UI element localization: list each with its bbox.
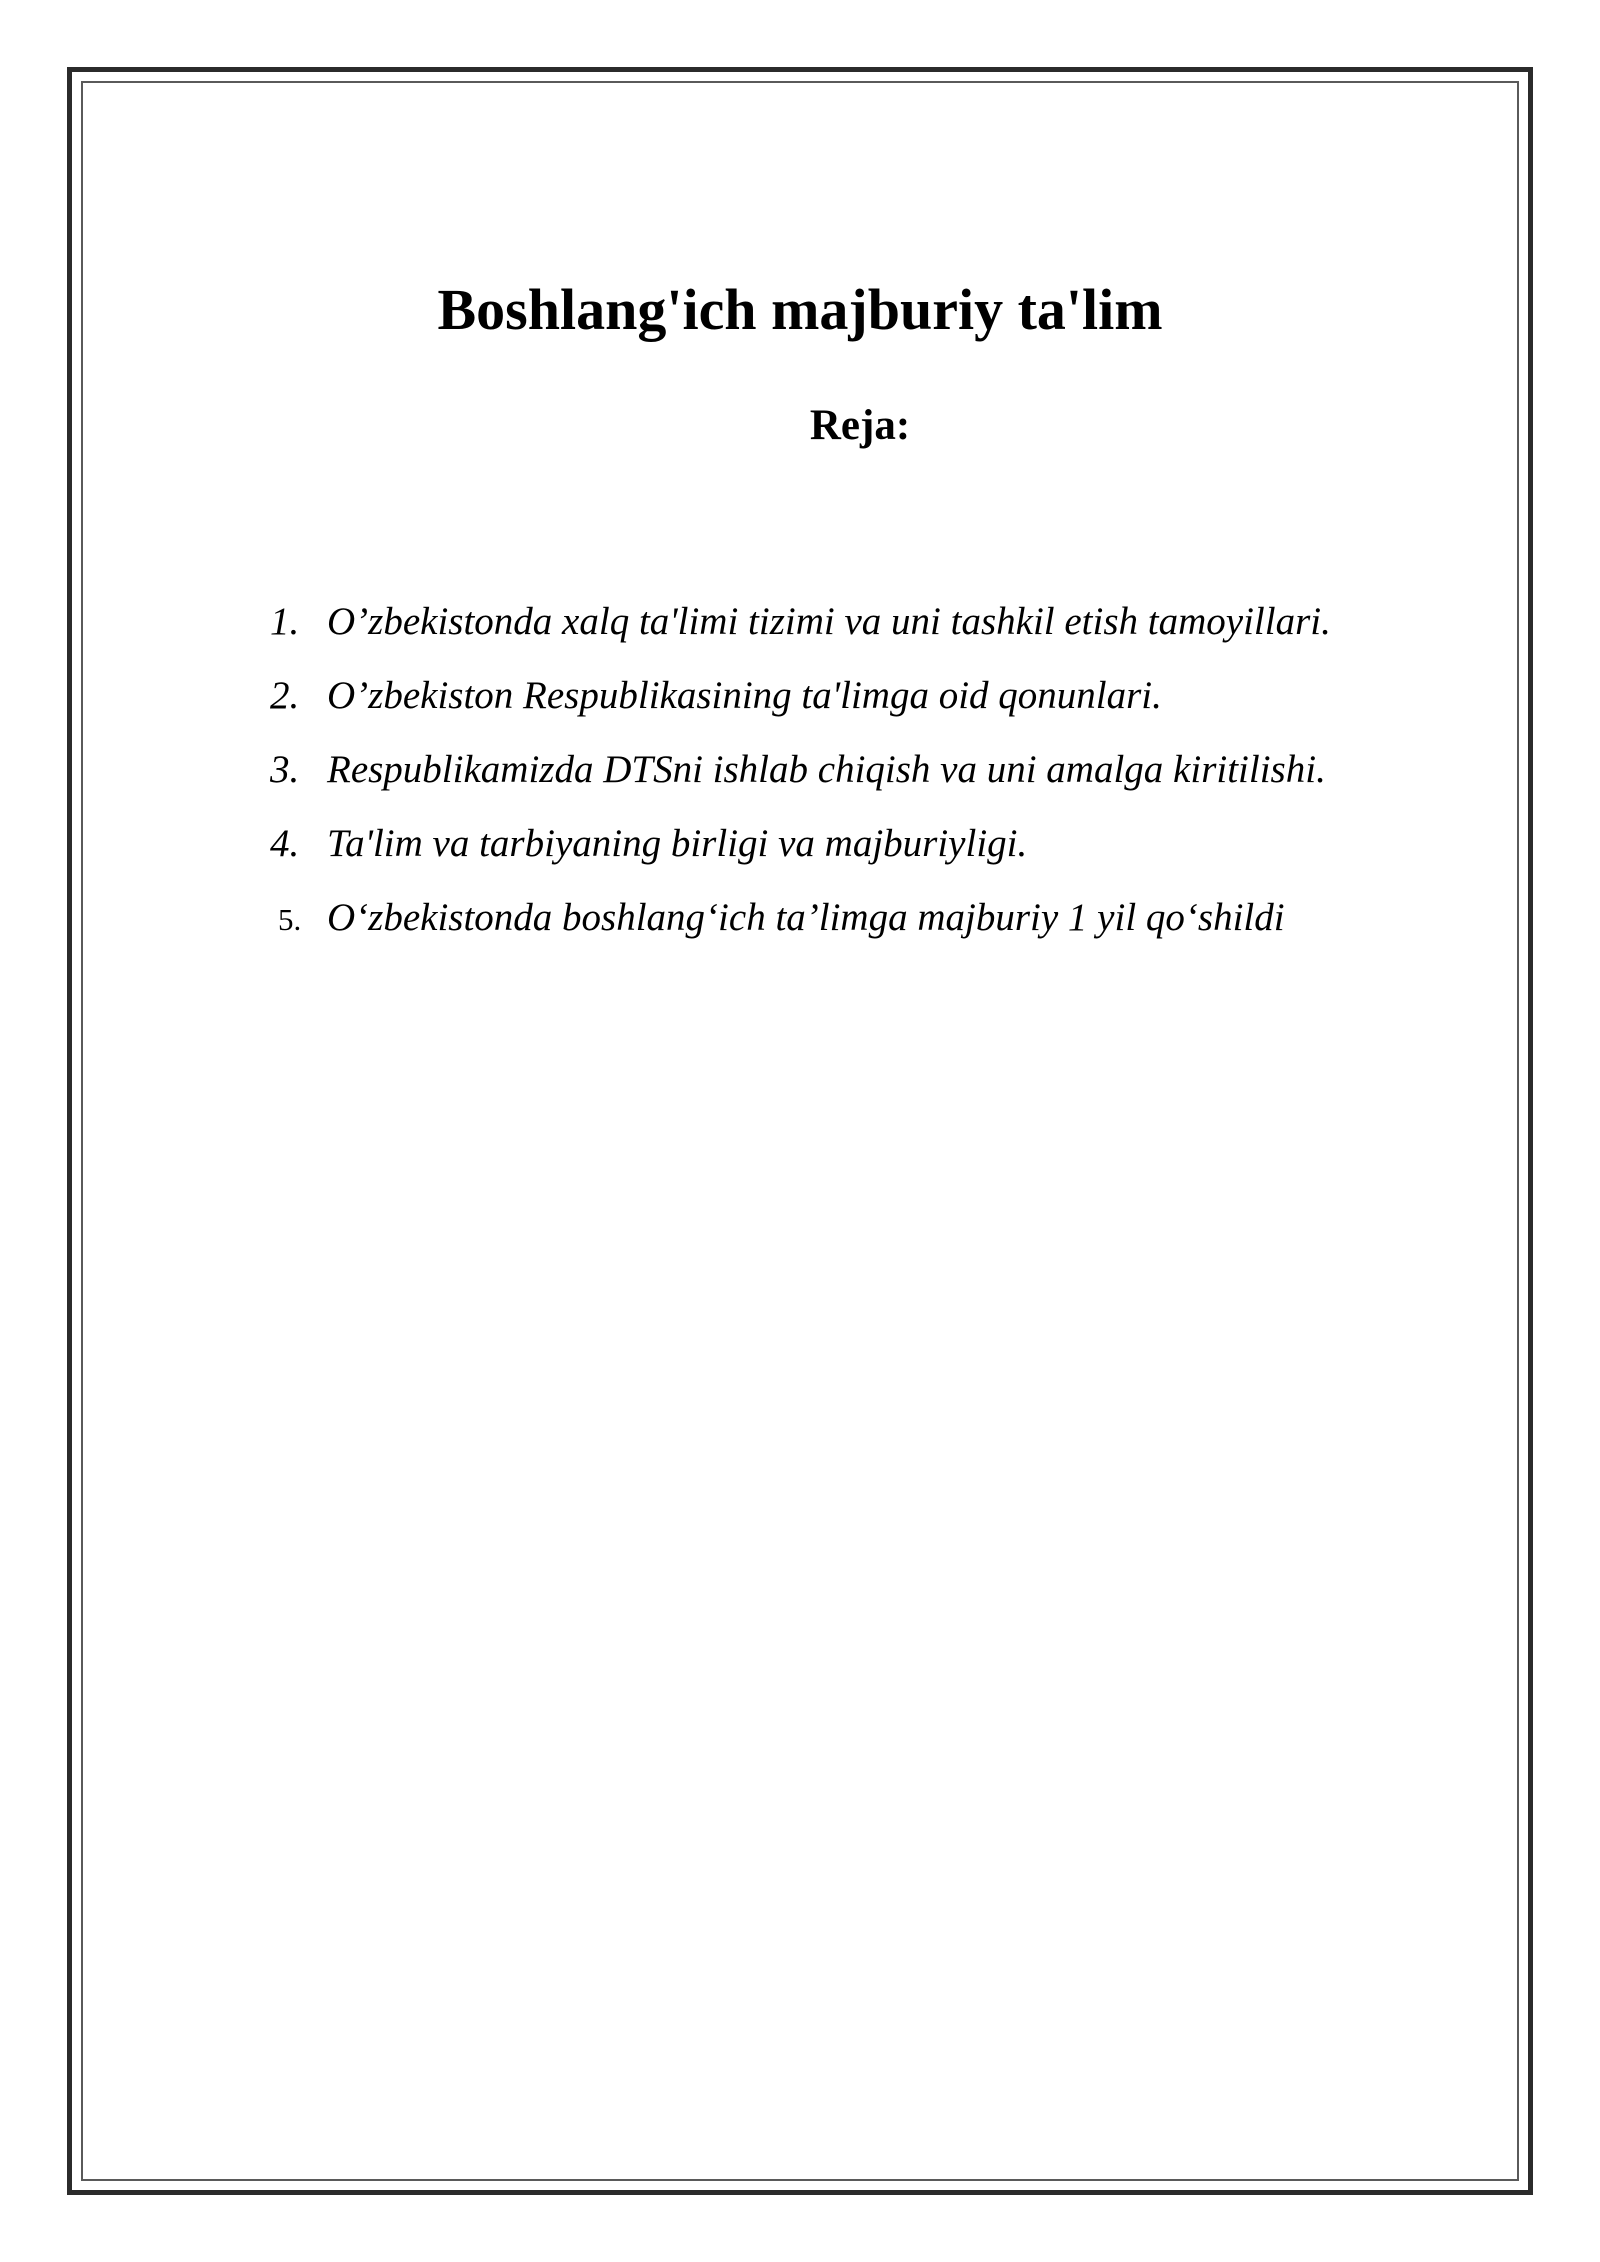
plan-item-text: O’zbekiston Respublikasining ta'limga oid qonunlari. bbox=[327, 674, 1162, 717]
plan-item-number: 3. bbox=[270, 748, 300, 791]
plan-item-number: 1. bbox=[270, 600, 300, 643]
plan-item-1 bbox=[270, 585, 1331, 659]
plan-item-text: O’zbekistonda xalq ta'limi tizimi va uni tashkil etish tamoyillari. bbox=[327, 600, 1331, 643]
plan-list bbox=[270, 585, 1331, 955]
plan-item-number: 4. bbox=[270, 822, 300, 865]
plan-item-text: Respublikamizda DTSni ishlab chiqish va uni amalga kiritilishi. bbox=[327, 748, 1326, 791]
plan-item-text: O‘zbekistonda boshlang‘ich ta’limga majburiy 1 yil qo‘shildi bbox=[327, 896, 1285, 939]
document-title: Boshlang'ich majburiy ta'lim bbox=[437, 277, 1163, 342]
plan-item-5 bbox=[270, 881, 1331, 955]
page-border-frame bbox=[67, 67, 1533, 2195]
plan-heading: Reja: bbox=[809, 402, 911, 449]
plan-item-number: 2. bbox=[270, 674, 300, 717]
plan-item-4 bbox=[270, 807, 1331, 881]
plan-item-3 bbox=[270, 733, 1331, 807]
plan-item-text: Ta'lim va tarbiyaning birligi va majburiyligi. bbox=[327, 822, 1028, 865]
plan-item-number: 5. bbox=[278, 902, 302, 937]
plan-item-2 bbox=[270, 659, 1331, 733]
